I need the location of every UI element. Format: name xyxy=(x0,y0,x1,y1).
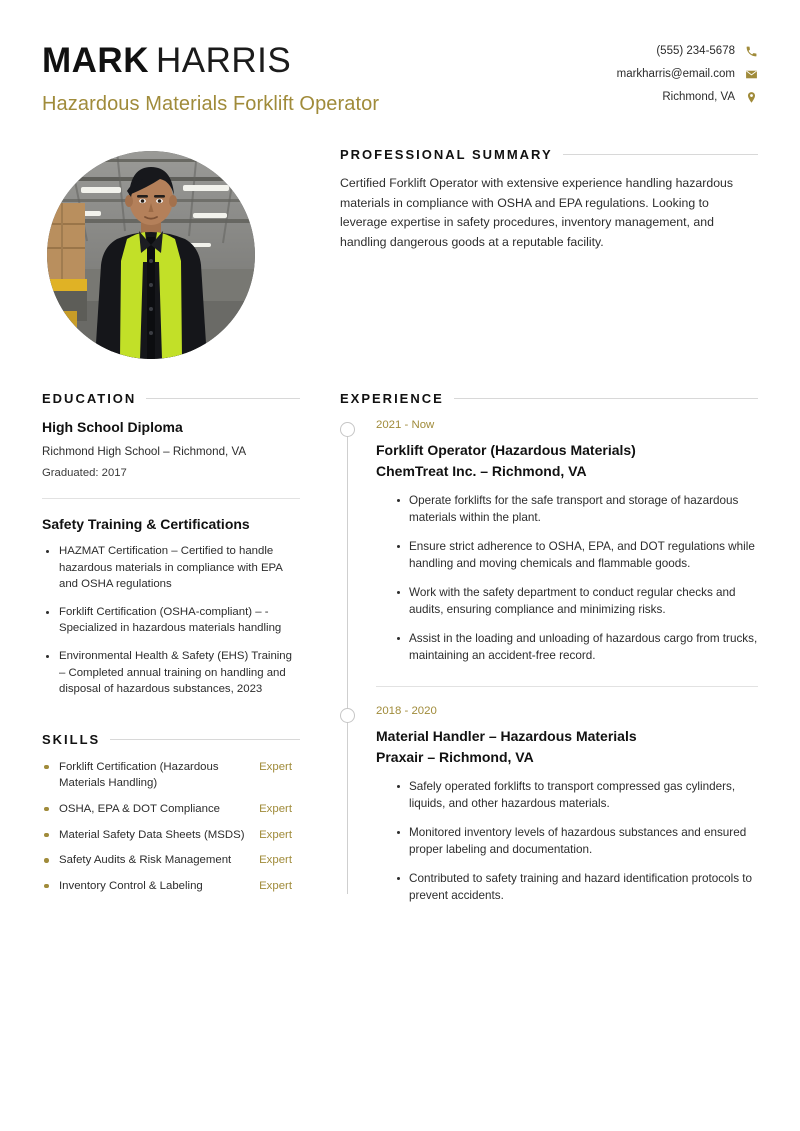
list-item: Forklift Certification (OSHA-compliant) – - Specialized in hazardous materials handling xyxy=(42,604,300,637)
list-item xyxy=(42,759,300,792)
skill-level: Expert xyxy=(259,854,292,867)
skill-name: Forklift Certification (Hazardous Materials Handling) xyxy=(42,759,249,792)
experience-timeline xyxy=(340,418,758,908)
contact-phone-value: (555) 234-5678 xyxy=(656,45,735,57)
skill-level: Expert xyxy=(259,802,292,815)
list-item: Monitored inventory levels of hazardous substances and ensured proper labeling and documentation. xyxy=(395,824,758,858)
summary-section-header xyxy=(340,147,758,162)
experience-column xyxy=(300,391,758,908)
timeline-dot-icon xyxy=(340,708,355,723)
section-rule xyxy=(454,398,758,399)
list-item: Environmental Health & Safety (EHS) Training – Completed annual training on handling and disposal of hazardous substances, 2023 xyxy=(42,648,300,698)
section-rule xyxy=(110,739,300,740)
skills-heading: SKILLS xyxy=(42,731,101,747)
profile-photo-illustration xyxy=(47,151,255,359)
job-responsibilities xyxy=(376,492,758,664)
skill-name: Inventory Control & Labeling xyxy=(42,878,249,895)
education-heading: EDUCATION xyxy=(42,391,137,406)
left-column xyxy=(42,391,300,894)
list-item xyxy=(42,878,300,895)
section-rule xyxy=(563,154,758,155)
first-name: MARK xyxy=(42,41,149,80)
experience-item xyxy=(340,704,758,908)
certifications-heading: Safety Training & Certifications xyxy=(42,516,250,532)
contact-block xyxy=(617,34,758,104)
section-rule xyxy=(146,398,300,399)
graduation-year: Graduated: 2017 xyxy=(42,467,127,479)
degree-title: High School Diploma xyxy=(42,419,183,435)
list-item: Contributed to safety training and hazard identification protocols to prevent accidents. xyxy=(395,870,758,904)
skills-section xyxy=(42,732,300,895)
list-item: HAZMAT Certification – Certified to handle hazardous materials in compliance with EPA and OSHA regulations xyxy=(42,543,300,593)
certifications-block xyxy=(42,515,300,698)
list-item: Assist in the loading and unloading of hazardous cargo from trucks, maintaining an accident-free record. xyxy=(395,630,758,664)
job-title: Hazardous Materials Forklift Operator xyxy=(42,93,380,115)
list-item xyxy=(42,801,300,818)
education-section xyxy=(42,391,300,698)
list-item xyxy=(42,827,300,844)
phone-icon xyxy=(744,44,758,58)
skill-name: OSHA, EPA & DOT Compliance xyxy=(42,801,249,818)
contact-location[interactable] xyxy=(662,90,758,104)
list-item xyxy=(42,852,300,869)
job-company: ChemTreat Inc. – Richmond, VA xyxy=(376,463,587,479)
experience-item xyxy=(340,418,758,668)
skill-name: Safety Audits & Risk Management xyxy=(42,852,249,869)
skill-level: Expert xyxy=(259,879,292,892)
map-pin-icon xyxy=(744,90,758,104)
education-entry xyxy=(42,418,300,481)
photo-column xyxy=(42,141,300,359)
top-body xyxy=(42,141,758,359)
contact-email-value: markharris@email.com xyxy=(616,68,735,80)
professional-summary-section xyxy=(340,141,758,252)
list-item: Operate forklifts for the safe transport and storage of hazardous materials within the plant. xyxy=(395,492,758,526)
skills-section-header xyxy=(42,732,300,747)
contact-location-value: Richmond, VA xyxy=(662,91,735,103)
main-body xyxy=(42,391,758,908)
skills-list xyxy=(42,759,300,895)
education-section-header xyxy=(42,391,300,406)
job-date: 2018 - 2020 xyxy=(376,705,437,717)
experience-section-header xyxy=(340,391,758,406)
job-date: 2021 - Now xyxy=(376,419,435,431)
certifications-list xyxy=(42,543,300,698)
contact-email[interactable] xyxy=(617,67,758,81)
envelope-icon xyxy=(744,67,758,81)
list-item: Work with the safety department to conduct regular checks and audits, ensuring compliance and minimizing risks. xyxy=(395,584,758,618)
job-responsibilities xyxy=(376,778,758,904)
summary-column xyxy=(300,141,758,252)
list-item: Safely operated forklifts to transport compressed gas cylinders, liquids, and other hazardous materials. xyxy=(395,778,758,812)
profile-photo xyxy=(47,151,255,359)
photo-block xyxy=(42,141,300,359)
experience-divider xyxy=(376,686,758,687)
summary-text: Certified Forklift Operator with extensive experience handling hazardous materials in compliance with OSHA and EPA regulations. Looking to leverage expertise in safety procedures, inventory management, and handling dangerous goods at a reputable facility. xyxy=(340,176,734,249)
resume-header xyxy=(42,34,758,123)
summary-heading: PROFESSIONAL SUMMARY xyxy=(340,147,553,162)
skill-level: Expert xyxy=(259,828,292,841)
job-role: Material Handler – Hazardous Materials xyxy=(376,728,637,744)
list-item: Ensure strict adherence to OSHA, EPA, and DOT regulations while handling and moving chemicals and flammable goods. xyxy=(395,538,758,572)
job-company: Praxair – Richmond, VA xyxy=(376,749,534,765)
contact-phone[interactable] xyxy=(656,44,758,58)
full-name xyxy=(42,40,379,82)
experience-heading: EXPERIENCE xyxy=(340,391,444,406)
timeline-dot-icon xyxy=(340,422,355,437)
skill-level: Expert xyxy=(259,760,292,773)
identity-block xyxy=(42,34,379,117)
skill-name: Material Safety Data Sheets (MSDS) xyxy=(42,827,249,844)
education-divider xyxy=(42,498,300,499)
job-role: Forklift Operator (Hazardous Materials) xyxy=(376,442,636,458)
last-name: HARRIS xyxy=(155,41,292,80)
school-name: Richmond High School – Richmond, VA xyxy=(42,445,247,458)
